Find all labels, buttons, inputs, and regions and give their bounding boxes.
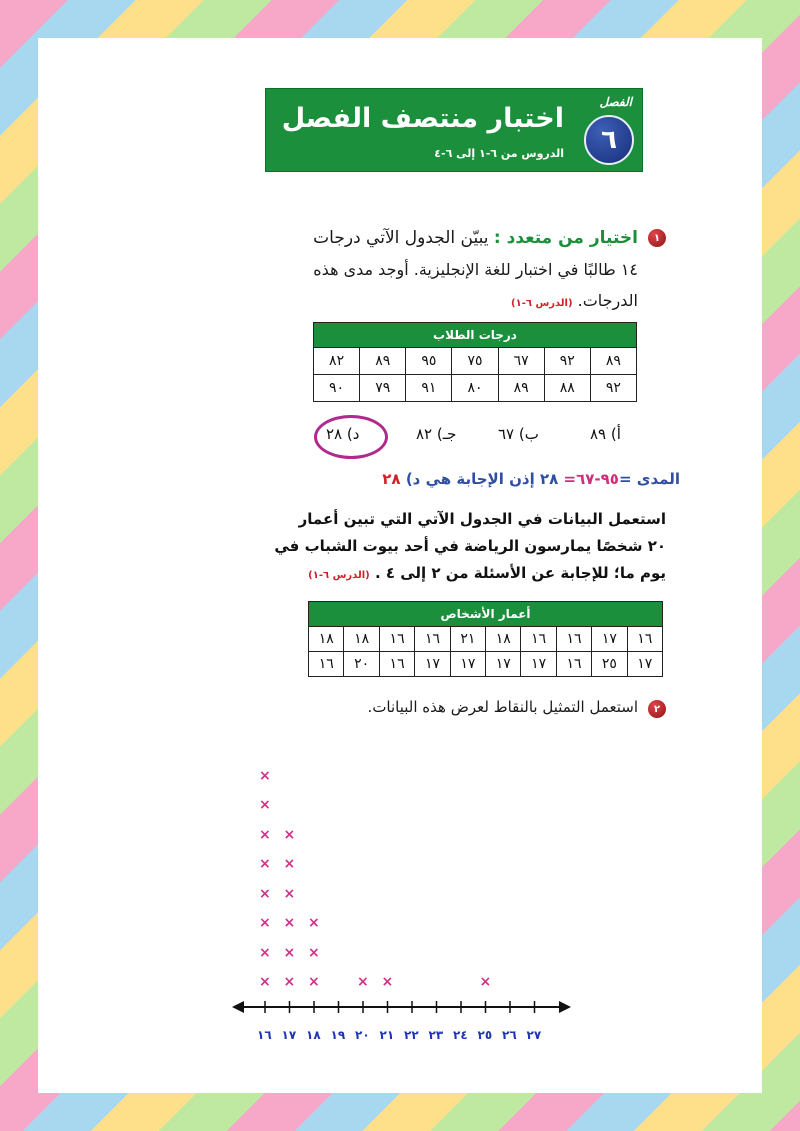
plot-x-mark: × bbox=[381, 974, 394, 990]
table-cell: ١٧ bbox=[415, 652, 450, 677]
page-title: اختبار منتصف الفصل bbox=[281, 103, 564, 134]
question-2-number: ٢ bbox=[648, 700, 666, 718]
question-1-lesson-ref: (الدرس ٦-١) bbox=[511, 298, 573, 309]
tick-label: ٢٢ bbox=[404, 1028, 419, 1042]
choice-a-letter: أ) bbox=[610, 425, 621, 443]
table-cell: ٧٩ bbox=[360, 375, 406, 402]
table-cell: ١٦ bbox=[309, 652, 344, 677]
table-cell: ٩٠ bbox=[314, 375, 360, 402]
table-cell: ٨٢ bbox=[314, 348, 360, 375]
choice-c[interactable] bbox=[416, 425, 456, 443]
table-cell: ٢٠ bbox=[344, 652, 379, 677]
chapter-number-badge: ٦ bbox=[584, 115, 634, 165]
tick-label: ٢١ bbox=[379, 1028, 395, 1042]
table-cell: ١٦ bbox=[379, 652, 414, 677]
question-1-line-3-text: الدرجات. bbox=[577, 291, 638, 310]
table-cell: ١٦ bbox=[627, 627, 662, 652]
tick-label: ١٨ bbox=[306, 1028, 321, 1042]
choice-d-value: ٢٨ bbox=[326, 425, 343, 443]
page-subtitle: الدروس من ٦-١ إلى ٦-٤ bbox=[434, 147, 564, 160]
table-cell: ٧٥ bbox=[452, 348, 498, 375]
ages-table-header: أعمار الأشخاص bbox=[309, 602, 663, 627]
table-cell: ١٧ bbox=[450, 652, 485, 677]
choice-b-letter: ب) bbox=[518, 425, 539, 443]
plot-x-mark: × bbox=[259, 826, 271, 843]
table-cell: ٢١ bbox=[450, 627, 485, 652]
plot-x-mark: × bbox=[283, 974, 296, 990]
choice-b[interactable] bbox=[498, 425, 539, 443]
table-cell: ١٨ bbox=[344, 627, 379, 652]
plot-x-mark: × bbox=[283, 944, 296, 961]
intro-line-3 bbox=[308, 564, 666, 582]
intro-line-3-text: يوم ما؛ للإجابة عن الأسئلة من ٢ إلى ٤ . bbox=[374, 564, 666, 582]
table-cell: ٨٩ bbox=[590, 348, 636, 375]
table-cell: ٢٥ bbox=[592, 652, 627, 677]
table-cell: ٩٢ bbox=[544, 348, 590, 375]
plot-x-mark: × bbox=[259, 915, 271, 931]
table-cell: ٦٧ bbox=[498, 348, 544, 375]
tick-label: ٢٦ bbox=[502, 1028, 517, 1042]
answer-final: ٢٨ bbox=[382, 470, 401, 488]
answer-label: المدى = bbox=[618, 470, 680, 488]
plot-x-mark: × bbox=[357, 974, 369, 990]
choice-c-value: ٨٢ bbox=[416, 425, 433, 443]
plot-x-mark: × bbox=[479, 974, 492, 990]
plot-x-mark: × bbox=[259, 885, 271, 902]
selected-answer-circle bbox=[314, 415, 388, 459]
plot-x-mark: × bbox=[283, 826, 296, 843]
table-cell: ٨٨ bbox=[544, 375, 590, 402]
table-cell: ٨٩ bbox=[360, 348, 406, 375]
intro-line-1: استعمل البيانات في الجدول الآتي التي تبين أعمار bbox=[298, 510, 666, 528]
plot-x-mark: × bbox=[259, 856, 271, 872]
answer-result: ٢٨ إذن الإجابة هي د) bbox=[405, 470, 559, 488]
intro-lesson-ref: (الدرس ٦-١) bbox=[308, 570, 370, 581]
table-cell: ١٧ bbox=[627, 652, 662, 677]
student-scores-table bbox=[313, 322, 637, 402]
plot-x-mark: × bbox=[283, 915, 296, 931]
intro-line-2: ٢٠ شخصًا يمارسون الرياضة في أحد بيوت الشباب في bbox=[274, 537, 666, 555]
choice-b-value: ٦٧ bbox=[498, 425, 515, 443]
plot-x-mark: × bbox=[308, 974, 320, 990]
plot-x-mark: × bbox=[259, 944, 271, 961]
table-cell: ٨٠ bbox=[452, 375, 498, 402]
plot-x-mark: × bbox=[308, 944, 320, 961]
tick-label: ٢٥ bbox=[477, 1028, 493, 1042]
tick-label: ١٧ bbox=[281, 1028, 297, 1042]
table-cell: ١٦ bbox=[556, 652, 591, 677]
tick-label: ٢٠ bbox=[355, 1028, 370, 1042]
table-cell: ٩٥ bbox=[406, 348, 452, 375]
table-cell: ١٧ bbox=[486, 652, 521, 677]
question-1-line-2: ١٤ طالبًا في اختبار للغة الإنجليزية. أوجد مدى هذه bbox=[313, 260, 638, 279]
tick-label: ٢٧ bbox=[526, 1028, 542, 1042]
question-1-text: يبيّن الجدول الآتي درجات bbox=[313, 228, 489, 248]
choice-c-letter: جـ) bbox=[436, 425, 457, 443]
table-cell: ١٧ bbox=[592, 627, 627, 652]
table-cell: ٩٢ bbox=[590, 375, 636, 402]
plot-x-mark: × bbox=[259, 974, 271, 990]
choice-a[interactable] bbox=[590, 425, 621, 443]
question-1-line-3 bbox=[511, 291, 638, 310]
answer-calc: ٩٥-٦٧= bbox=[563, 470, 619, 488]
question-1-label: اختيار من متعدد : bbox=[493, 228, 638, 248]
scores-table-header: درجات الطلاب bbox=[314, 323, 637, 348]
table-cell: ١٦ bbox=[379, 627, 414, 652]
plot-x-mark: × bbox=[283, 856, 296, 872]
table-cell: ٩١ bbox=[406, 375, 452, 402]
chapter-header bbox=[265, 88, 643, 172]
table-cell: ١٨ bbox=[309, 627, 344, 652]
chapter-label: الفصل bbox=[599, 95, 632, 109]
table-cell: ١٧ bbox=[521, 652, 556, 677]
tick-label: ٢٤ bbox=[453, 1028, 468, 1042]
plot-x-mark: × bbox=[259, 797, 271, 813]
table-cell: ١٦ bbox=[415, 627, 450, 652]
question-2-text: استعمل التمثيل بالنقاط لعرض هذه البيانات. bbox=[367, 698, 638, 716]
question-1-number: ١ bbox=[648, 229, 666, 247]
ages-table bbox=[308, 601, 663, 677]
plot-x-mark: × bbox=[259, 767, 271, 784]
plot-x-mark: × bbox=[283, 885, 296, 902]
table-cell: ١٨ bbox=[486, 627, 521, 652]
choice-d-letter: د) bbox=[346, 425, 360, 443]
tick-label: ٢٣ bbox=[428, 1028, 444, 1042]
question-1-line-1 bbox=[313, 228, 638, 248]
tick-label: ١٦ bbox=[257, 1028, 272, 1042]
table-cell: ٨٩ bbox=[498, 375, 544, 402]
tick-label: ١٩ bbox=[330, 1028, 346, 1042]
table-cell: ١٦ bbox=[556, 627, 591, 652]
plot-x-mark: × bbox=[308, 915, 320, 931]
answer-line bbox=[382, 470, 680, 488]
choice-a-value: ٨٩ bbox=[590, 425, 607, 443]
table-cell: ١٦ bbox=[521, 627, 556, 652]
